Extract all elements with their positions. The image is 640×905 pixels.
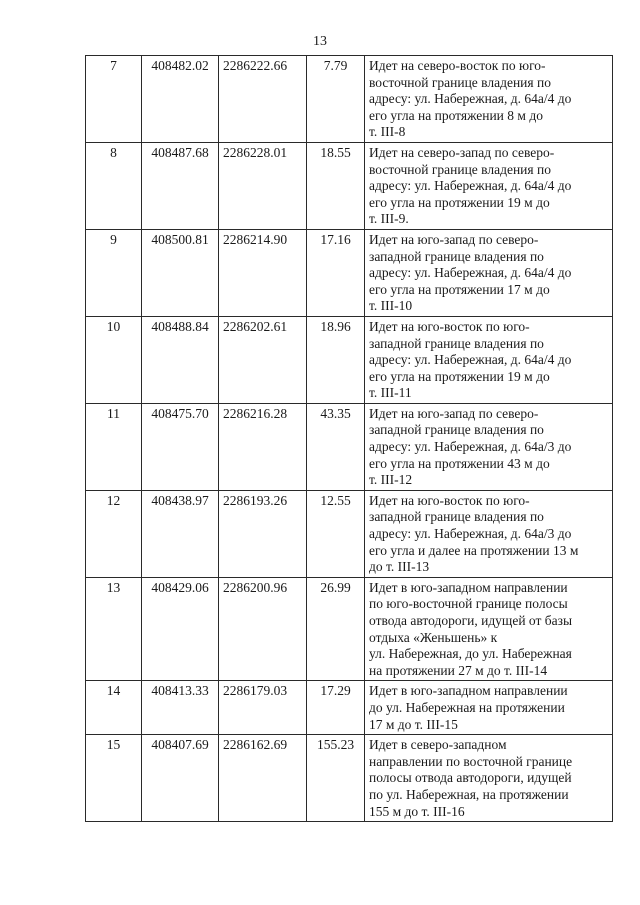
x-coordinate-cell: 408487.68 bbox=[142, 142, 219, 229]
boundary-description-cell bbox=[365, 735, 613, 822]
description-line: т. III-11 bbox=[369, 385, 412, 401]
table-row bbox=[86, 490, 613, 577]
description-line: его угла и далее на протяжении 13 м bbox=[369, 542, 579, 558]
x-coordinate-cell: 408488.84 bbox=[142, 316, 219, 403]
description-line: Идет на северо-восток по юго- bbox=[369, 58, 546, 73]
segment-length-cell: 17.29 bbox=[307, 681, 365, 735]
y-coordinate-cell: 2286179.03 bbox=[219, 681, 307, 735]
description-line: Идет на юго-восток по юго- bbox=[369, 318, 530, 334]
table-body bbox=[86, 56, 613, 822]
description-line: Идет на северо-запад по северо- bbox=[369, 144, 555, 160]
description-line: по юго-восточной границе полосы bbox=[369, 596, 568, 612]
segment-length-cell: 7.79 bbox=[307, 56, 365, 143]
description-line: его угла на протяжении 19 м до bbox=[369, 368, 550, 384]
description-line: т. III-9. bbox=[369, 211, 409, 227]
point-number-cell: 7 bbox=[86, 56, 142, 143]
point-number-cell: 9 bbox=[86, 229, 142, 316]
description-line: на протяжении 27 м до т. III-14 bbox=[369, 662, 548, 678]
table-row bbox=[86, 229, 613, 316]
y-coordinate-cell: 2286228.01 bbox=[219, 142, 307, 229]
description-line: западной границе владения по bbox=[369, 335, 544, 351]
description-line: 17 м до т. III-15 bbox=[369, 716, 458, 732]
description-line: его угла на протяжении 43 м до bbox=[369, 455, 550, 471]
segment-length-cell: 43.35 bbox=[307, 403, 365, 490]
table-row bbox=[86, 56, 613, 143]
description-line: Идет в юго-западном направлении bbox=[369, 683, 568, 699]
description-line: т. III-12 bbox=[369, 472, 413, 488]
description-line: Идет в северо-западном bbox=[369, 737, 507, 753]
description-line: его угла на протяжении 19 м до bbox=[369, 194, 550, 210]
point-number-cell: 8 bbox=[86, 142, 142, 229]
boundary-description-cell bbox=[365, 403, 613, 490]
table-row bbox=[86, 403, 613, 490]
x-coordinate-cell: 408407.69 bbox=[142, 735, 219, 822]
x-coordinate-cell: 408475.70 bbox=[142, 403, 219, 490]
description-line: западной границе владения по bbox=[369, 422, 544, 438]
y-coordinate-cell: 2286200.96 bbox=[219, 577, 307, 681]
description-line: Идет на юго-запад по северо- bbox=[369, 231, 539, 247]
point-number-cell: 13 bbox=[86, 577, 142, 681]
y-coordinate-cell: 2286214.90 bbox=[219, 229, 307, 316]
point-number-cell: 15 bbox=[86, 735, 142, 822]
boundary-description-cell bbox=[365, 56, 613, 143]
segment-length-cell: 18.55 bbox=[307, 142, 365, 229]
description-line: отдыха «Женьшень» к bbox=[369, 629, 498, 645]
y-coordinate-cell: 2286222.66 bbox=[219, 56, 307, 143]
boundary-description-cell bbox=[365, 316, 613, 403]
description-line: Идет на юго-восток по юго- bbox=[369, 492, 530, 508]
description-line: западной границе владения по bbox=[369, 509, 544, 525]
boundary-description-cell bbox=[365, 142, 613, 229]
description-line: его угла на протяжении 17 м до bbox=[369, 281, 550, 297]
segment-length-cell: 26.99 bbox=[307, 577, 365, 681]
boundary-description-cell bbox=[365, 681, 613, 735]
description-line: восточной границе владения по bbox=[369, 74, 551, 90]
description-line: Идет в юго-западном направлении bbox=[369, 579, 568, 595]
description-line: адресу: ул. Набережная, д. 64а/4 до bbox=[369, 178, 572, 194]
description-line: до ул. Набережная на протяжении bbox=[369, 699, 565, 715]
description-line: адресу: ул. Набережная, д. 64а/3 до bbox=[369, 526, 572, 542]
description-line: т. III-8 bbox=[369, 124, 406, 140]
point-number-cell: 11 bbox=[86, 403, 142, 490]
segment-length-cell: 18.96 bbox=[307, 316, 365, 403]
description-line: ул. Набережная, до ул. Набережная bbox=[369, 646, 572, 662]
description-line: до т. III-13 bbox=[369, 559, 430, 575]
x-coordinate-cell: 408413.33 bbox=[142, 681, 219, 735]
description-line: 155 м до т. III-16 bbox=[369, 803, 465, 819]
description-line: полосы отвода автодороги, идущей bbox=[369, 770, 572, 786]
description-line: восточной границе владения по bbox=[369, 161, 551, 177]
segment-length-cell: 12.55 bbox=[307, 490, 365, 577]
table-row bbox=[86, 577, 613, 681]
description-line: по ул. Набережная, на протяжении bbox=[369, 786, 569, 802]
point-number-cell: 14 bbox=[86, 681, 142, 735]
y-coordinate-cell: 2286162.69 bbox=[219, 735, 307, 822]
description-line: Идет на юго-запад по северо- bbox=[369, 405, 539, 421]
description-line: отвода автодороги, идущей от базы bbox=[369, 613, 573, 628]
point-number-cell: 10 bbox=[86, 316, 142, 403]
table-row bbox=[86, 735, 613, 822]
description-line: западной границе владения по bbox=[369, 248, 544, 264]
boundary-description-cell bbox=[365, 229, 613, 316]
page-number: 13 bbox=[313, 34, 327, 49]
x-coordinate-cell: 408438.97 bbox=[142, 490, 219, 577]
segment-length-cell: 155.23 bbox=[307, 735, 365, 822]
description-line: направлении по восточной границе bbox=[369, 753, 573, 769]
boundary-table bbox=[85, 55, 613, 822]
segment-length-cell: 17.16 bbox=[307, 229, 365, 316]
boundary-description-cell bbox=[365, 490, 613, 577]
x-coordinate-cell: 408482.02 bbox=[142, 56, 219, 143]
y-coordinate-cell: 2286202.61 bbox=[219, 316, 307, 403]
boundary-description-cell bbox=[365, 577, 613, 681]
y-coordinate-cell: 2286193.26 bbox=[219, 490, 307, 577]
description-line: адресу: ул. Набережная, д. 64а/4 до bbox=[369, 265, 572, 281]
y-coordinate-cell: 2286216.28 bbox=[219, 403, 307, 490]
table-row bbox=[86, 142, 613, 229]
table-row bbox=[86, 681, 613, 735]
table-row bbox=[86, 316, 613, 403]
description-line: адресу: ул. Набережная, д. 64а/4 до bbox=[369, 91, 572, 107]
description-line: его угла на протяжении 8 м до bbox=[369, 107, 543, 123]
description-line: т. III-10 bbox=[369, 298, 413, 314]
description-line: адресу: ул. Набережная, д. 64а/4 до bbox=[369, 352, 572, 368]
description-line: адресу: ул. Набережная, д. 64а/3 до bbox=[369, 439, 572, 455]
x-coordinate-cell: 408429.06 bbox=[142, 577, 219, 681]
point-number-cell: 12 bbox=[86, 490, 142, 577]
x-coordinate-cell: 408500.81 bbox=[142, 229, 219, 316]
